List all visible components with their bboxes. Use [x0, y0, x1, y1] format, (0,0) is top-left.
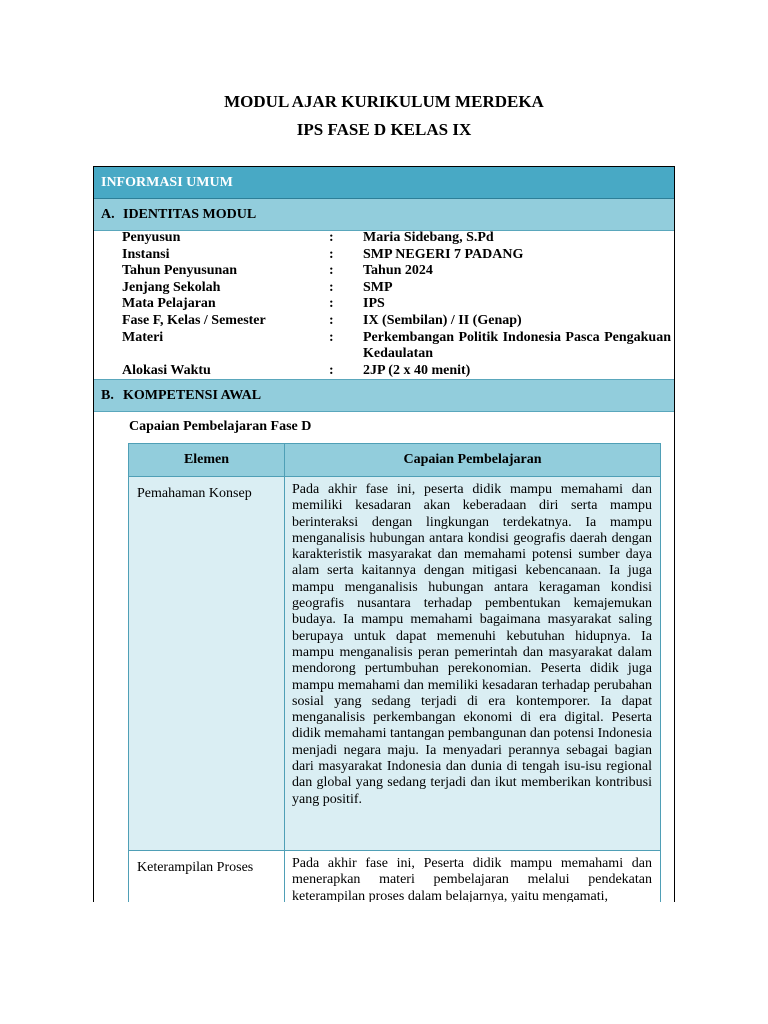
- identitas-value: Perkembangan Politik Indonesia Pasca Pengakuan Kedaulatan: [363, 329, 671, 362]
- table-row: [129, 477, 661, 851]
- section-title: KOMPETENSI AWAL: [123, 387, 262, 403]
- identitas-separator: :: [329, 296, 334, 312]
- identitas-row: [122, 247, 671, 264]
- capaian-cell: Pada akhir fase ini, Peserta didik mampu memahami dan menerapkan materi pembelajaran melalui pendekatan keterampilan proses dalam belajarnya, yaitu mengamati,: [285, 851, 661, 903]
- table-row: [129, 851, 661, 903]
- section-number: B.: [101, 387, 114, 403]
- section-informasi-umum: [94, 167, 674, 199]
- section-number: A.: [101, 206, 115, 222]
- identitas-value: IPS: [363, 296, 385, 312]
- identitas-row: [122, 363, 671, 380]
- identitas-row: [122, 263, 671, 280]
- column-header-capaian: Capaian Pembelajaran: [285, 444, 661, 477]
- identitas-separator: :: [329, 362, 334, 378]
- section-informasi-umum-label: INFORMASI UMUM: [101, 174, 233, 190]
- identitas-separator: :: [329, 329, 334, 345]
- document-title: MODUL AJAR KURIKULUM MERDEKA: [224, 92, 544, 111]
- capaian-title: Capaian Pembelajaran Fase D: [129, 419, 312, 434]
- identitas-label: Mata Pelajaran: [122, 296, 216, 312]
- identitas-label: Tahun Penyusunan: [122, 263, 238, 279]
- identitas-value: Tahun 2024: [363, 263, 433, 279]
- identitas-separator: :: [329, 312, 334, 328]
- identitas-value: 2JP (2 x 40 menit): [363, 362, 471, 378]
- identitas-value: SMP NEGERI 7 PADANG: [363, 246, 524, 262]
- module-frame: [93, 166, 675, 902]
- identitas-row: [122, 330, 671, 363]
- section-title: IDENTITAS MODUL: [123, 206, 257, 222]
- document-subtitle: IPS FASE D KELAS IX: [296, 120, 472, 139]
- elemen-cell: Keterampilan Proses: [129, 851, 285, 903]
- identitas-separator: :: [329, 263, 334, 279]
- identitas-row: [122, 280, 671, 297]
- identitas-label: Instansi: [122, 246, 170, 262]
- identitas-row: [122, 296, 671, 313]
- identitas-separator: :: [329, 279, 334, 295]
- identitas-separator: :: [329, 230, 334, 245]
- identitas-list: [122, 230, 671, 379]
- table-header-row: [129, 444, 661, 477]
- identitas-label: Materi: [122, 329, 164, 345]
- elemen-cell: Pemahaman Konsep: [129, 477, 285, 851]
- section-kompetensi-awal: [94, 379, 674, 412]
- identitas-label: Jenjang Sekolah: [122, 279, 221, 295]
- column-header-elemen: Elemen: [129, 444, 285, 477]
- capaian-cell: Pada akhir fase ini, peserta didik mampu memahami dan memiliki kesadaran akan keberadaan diri serta mampu berinteraksi dengan lingkungan terdekatnya. Ia mampu menganalisis hubungan antara kondisi geografis daerah dengan karakteristik masyarakat dan memahami potensi sumber daya alam serta kaitannya dengan mitigasi kebencanaan. Ia juga mampu menganalisis hubungan antara keragaman kondisi geografis nusantara terhadap pembentukan kemajemukan budaya. Ia mampu memahami bagaimana masyarakat saling berupaya untuk dapat memenuhi kebutuhan hidupnya. Ia mampu menganalisis peran pemerintah dan masyarakat dalam mendorong pertumbuhan perekonomian. Peserta didik juga mampu memahami dan memiliki kesadaran terhadap perubahan sosial yang sedang terjadi di era kontemporer. Ia dapat menganalisis perkembangan ekonomi di era digital. Peserta didik memahami tantangan pembangunan dan potensi Indonesia menjadi negara maju. Ia menyadari perannya sebagai bagian dari masyarakat Indonesia dan dunia di tengah isu-isu regional dan global yang sedang terjadi dan ikut memberikan kontribusi yang positif.: [285, 477, 661, 851]
- identitas-value: Maria Sidebang, S.Pd: [363, 230, 494, 245]
- identitas-value: SMP: [363, 279, 393, 295]
- identitas-label: Alokasi Waktu: [122, 362, 211, 378]
- identitas-row: [122, 230, 671, 247]
- section-identitas-modul: [94, 199, 674, 231]
- identitas-label: Penyusun: [122, 230, 181, 245]
- identitas-label: Fase F, Kelas / Semester: [122, 312, 266, 328]
- identitas-separator: :: [329, 246, 334, 262]
- identitas-value: IX (Sembilan) / II (Genap): [363, 312, 522, 328]
- capaian-table: [128, 443, 661, 902]
- identitas-row: [122, 313, 671, 330]
